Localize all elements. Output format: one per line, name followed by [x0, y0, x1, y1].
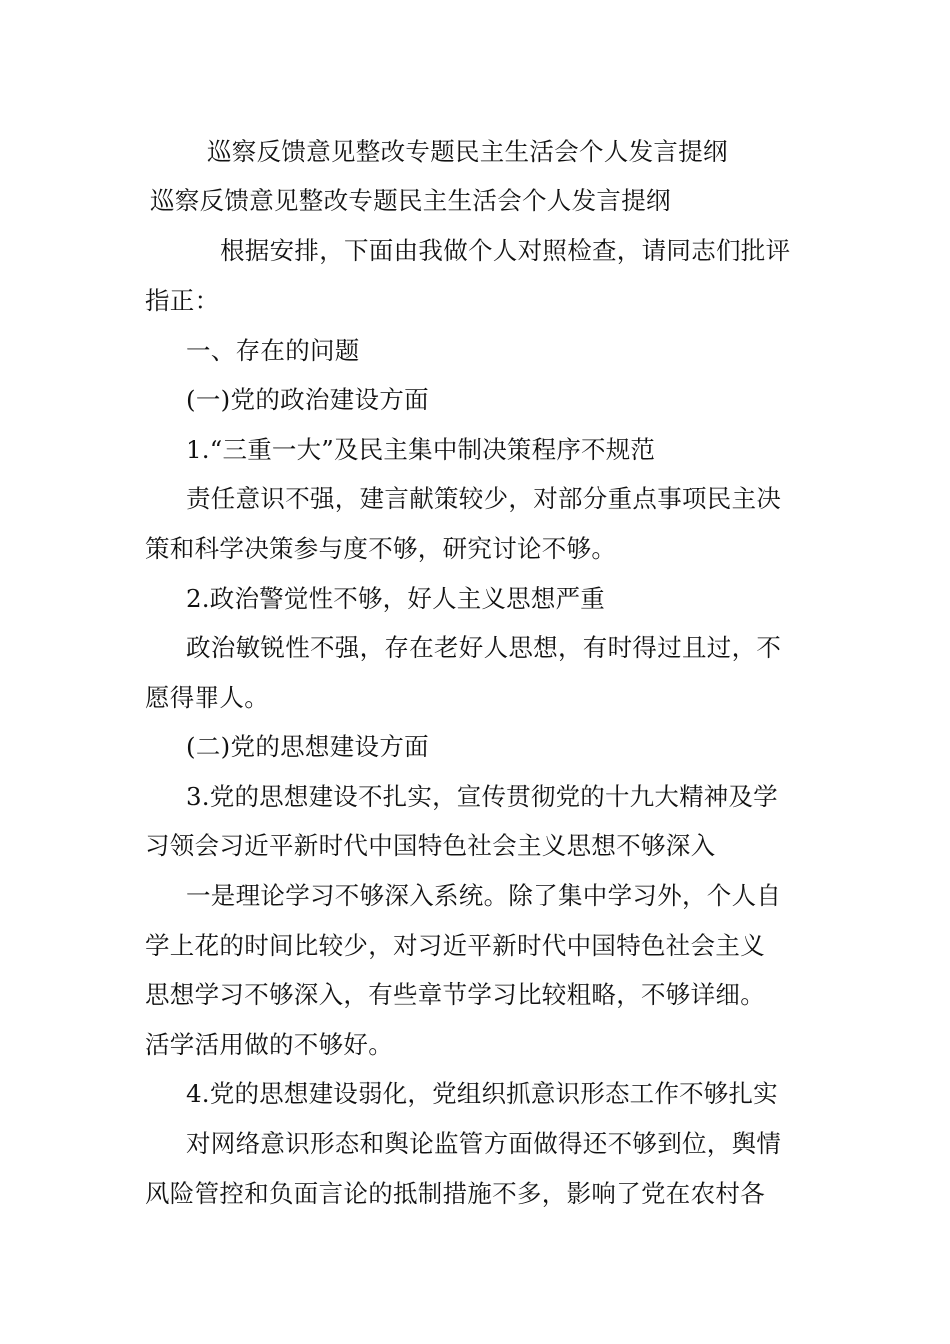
- document-title: 巡察反馈意见整改专题民主生活会个人发言提纲: [207, 137, 728, 166]
- paragraph-line: 指正：: [145, 286, 220, 315]
- section-heading: 一、存在的问题: [186, 336, 360, 365]
- item-heading-continued: 习领会习近平新时代中国特色社会主义思想不够深入: [145, 831, 716, 860]
- paragraph-line: 策和科学决策参与度不够，研究讨论不够。: [145, 534, 617, 563]
- subsection-heading: (一)党的政治建设方面: [186, 385, 429, 414]
- item-heading: 2.政治警觉性不够，好人主义思想严重: [186, 584, 605, 613]
- item-heading: 3.党的思想建设不扎实，宣传贯彻党的十九大精神及学: [186, 782, 778, 811]
- paragraph-line: 根据安排，下面由我做个人对照检查，请同志们批评: [220, 236, 791, 265]
- subsection-heading: (二)党的思想建设方面: [186, 732, 429, 761]
- paragraph-line: 学上花的时间比较少，对习近平新时代中国特色社会主义: [145, 931, 765, 960]
- paragraph-line: 责任意识不强，建言献策较少，对部分重点事项民主决: [186, 484, 782, 513]
- paragraph-line: 风险管控和负面言论的抵制措施不多，影响了党在农村各: [145, 1179, 765, 1208]
- paragraph-line: 一是理论学习不够深入系统。除了集中学习外，个人自: [186, 881, 782, 910]
- paragraph-line: 思想学习不够深入，有些章节学习比较粗略，不够详细。: [145, 980, 765, 1009]
- item-heading: 1.“三重一大”及民主集中制决策程序不规范: [186, 435, 656, 464]
- document-title-repeat: 巡察反馈意见整改专题民主生活会个人发言提纲: [150, 186, 671, 215]
- paragraph-line: 活学活用做的不够好。: [145, 1030, 393, 1059]
- paragraph-line: 愿得罪人。: [145, 683, 269, 712]
- item-heading: 4.党的思想建设弱化，党组织抓意识形态工作不够扎实: [186, 1079, 778, 1108]
- paragraph-line: 对网络意识形态和舆论监管方面做得还不够到位，舆情: [186, 1129, 782, 1158]
- paragraph-line: 政治敏锐性不强，存在老好人思想，有时得过且过，不: [186, 633, 782, 662]
